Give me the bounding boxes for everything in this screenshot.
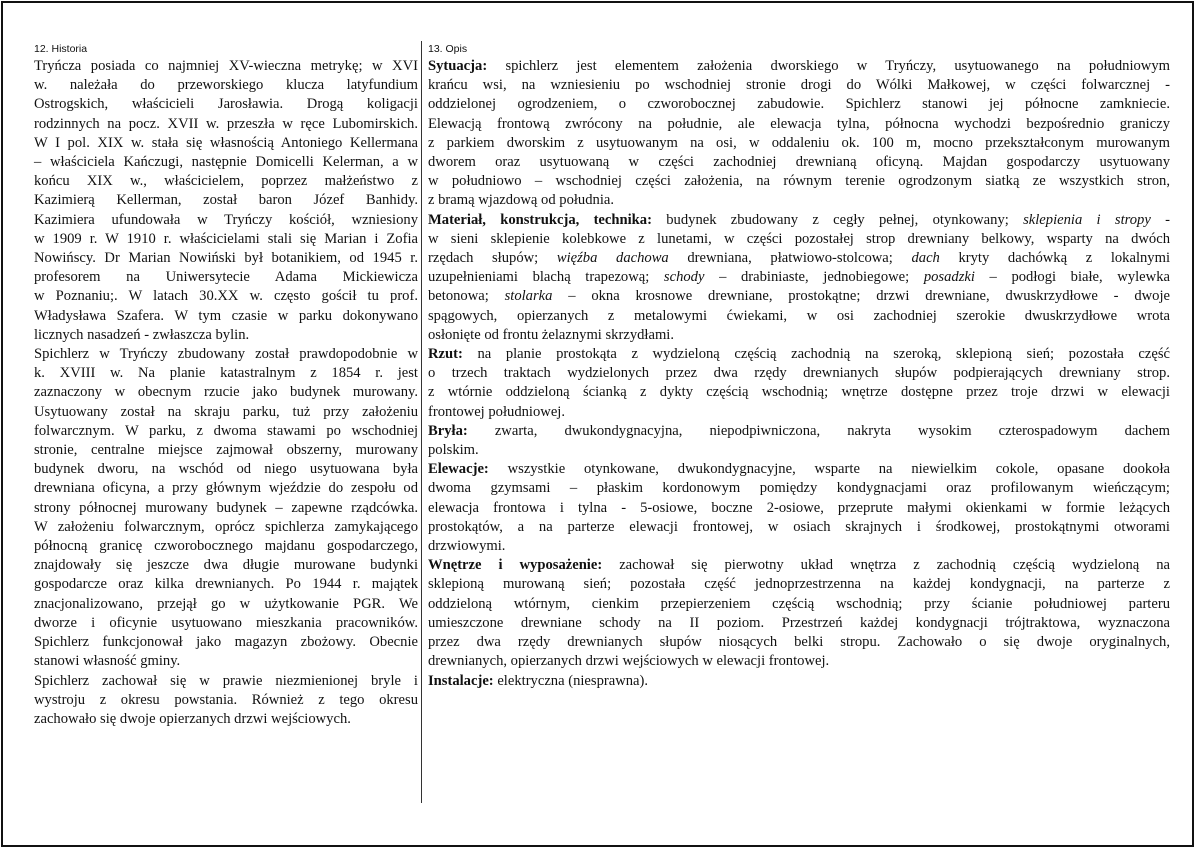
historia-line: Władysława Szafera. W tym czasie w parku dokonywano xyxy=(34,307,418,324)
historia-line: znacjonalizowano, przejął go w użytkowanie PGR. We xyxy=(34,595,418,612)
historia-label: 12. Historia xyxy=(34,43,88,55)
historia-column xyxy=(34,43,418,729)
material-italic-term: dach xyxy=(911,250,940,267)
wnetrze-line: oddzieloną wtórnym, cienkim przepierzeniem częścią wschodnią; przy ścianie południowej parteru xyxy=(428,595,1170,612)
historia-line: folwarcznym. W parku, z dwoma stawami po wschodniej xyxy=(34,422,418,439)
sytuacja-line: dworem oraz usytuowaną w części zachodniej drewnianą oficyną. Majdan gospodarczy usytuowany xyxy=(428,154,1170,171)
opis-column xyxy=(428,43,1170,691)
historia-line: w. należała do przeworskiego klucza latyfundium xyxy=(34,77,418,94)
wnetrze-heading: Wnętrze i wyposażenie: xyxy=(428,557,603,574)
material-italic-term: posadzki xyxy=(923,269,975,286)
historia-line: Kazimierą Kellerman, został baron Józef Banhidy. xyxy=(34,192,418,209)
material-italic-term: więźba dachowa xyxy=(556,250,669,267)
material-line: uzupełnieniami blachą trapezową; schody – drabiniaste, jednobiegowe; posadzki – podłogi białe, wylewka xyxy=(428,269,1170,286)
historia-line: licznych nasadzeń - zwłaszcza bylin. xyxy=(34,326,250,343)
sytuacja-heading: Sytuacja: xyxy=(428,58,488,74)
historia-line: Spichlerz funkcjonował jako magazyn zbożowy. Obecnie xyxy=(34,634,418,651)
rzut-heading: Rzut: xyxy=(428,346,463,363)
rzut-line: Rzut: na planie prostokąta z wydzieloną częścią zachodnią na szeroką, sklepioną sień; pozostała część xyxy=(428,346,1170,363)
wnetrze-line: przez dwa rzędy drewnianych słupów niosących belki stropu. Zachowało o się dwoje oryginalnych, xyxy=(428,634,1170,651)
material-line: w sieni sklepienie kolebkowe z lunetami, w części pozostałej strop drewniany belkowy, wsparty na dwóch xyxy=(428,230,1170,247)
historia-line: Nowińscy. Dr Marian Nowiński był botanikiem, od 1945 r. xyxy=(34,250,418,267)
historia-line: końcu XIX w., właścicielem, poprzez małżeństwo z xyxy=(34,173,418,190)
instalacje-text: elektryczna (niesprawna). xyxy=(497,672,649,689)
elewacje-line: dwoma gzymsami – płaskim kordonowym pomiędzy kondygnacjami oraz profilowanym wieńczącym; xyxy=(428,480,1170,497)
historia-line: zachowało się dwoje opierzanych drzwi wejściowych. xyxy=(34,710,351,727)
sytuacja-line: Elewacją frontową zwrócony na południe, ale elewacja tylna, północna wychodzi bezpośrednio graniczy xyxy=(428,115,1170,132)
bryla-line: Bryła: zwarta, dwukondygnacyjna, niepodpiwniczona, nakryta wysokim czterospadowym dachem xyxy=(428,422,1170,439)
historia-line: Kazimiera ufundowała w Tryńczy kościół, wzniesiony xyxy=(34,211,418,228)
historia-line: drewniana oficyna, a przy głównym wjeździe do zespołu od xyxy=(34,480,418,497)
historia-line: znajdowały się jeszcze dwa długie murowane budynki xyxy=(34,557,418,574)
historia-line: Spichlerz w Tryńczy zbudowany został prawdopodobnie w xyxy=(34,346,418,363)
sytuacja-line: Sytuacja: spichlerz jest elementem założenia dworskiego w Tryńczy, usytuowanego na południowym xyxy=(428,58,1170,74)
historia-line: północną granicę czworobocznego majdanu gospodarczego, xyxy=(34,538,418,555)
historia-line: stronie, centralne miejsce zajmował obszerny, murowany xyxy=(34,442,418,459)
elewacje-heading: Elewacje: xyxy=(428,461,489,478)
sytuacja-line: w południowo – wschodniej części założenia, na równym terenie ogrodzonym siatką ze wszystkich stron, xyxy=(428,173,1170,190)
historia-line: budynek dworu, na wschód od niego usytuowana była xyxy=(34,461,418,478)
elewacje-line: drzwiowymi. xyxy=(428,538,506,555)
historia-line: Usytuowany został na skraju parku, tuż przy założeniu xyxy=(34,403,418,420)
historia-line: rodzinnych na pocz. XVII w. przeszła w ręce Lubomirskich. xyxy=(34,115,418,132)
material-line: betonowa; stolarka – okna krosnowe drewniane, prostokątne; drzwi drewniane, dwuskrzydłowe - dwoje xyxy=(428,288,1170,305)
sytuacja-line: krańcu wsi, na wzniesieniu po wschodniej stronie drogi do Wólki Małkowej, w części folwarcznej - xyxy=(428,77,1170,94)
historia-line: w 1909 r. W 1910 r. właścicielami stali się Marian i Zofia xyxy=(34,230,418,247)
historia-line: w Poznaniu;. W latach 30.XX w. często gościł tu prof. xyxy=(34,288,418,305)
column-divider xyxy=(421,41,422,803)
historia-line: k. XVIII w. Na planie katastralnym z 1854 r. jest xyxy=(34,365,418,382)
historia-line: Ostrogskich, właścicieli Jarosławia. Drogą koligacji xyxy=(34,96,418,113)
wnetrze-line: umieszczone drewniane schody na II poziom. Przestrzeń każdej kondygnacji trójtraktowa, wyznaczona xyxy=(428,614,1170,631)
historia-line: gospodarcze oraz kilka drewnianych. Po 1944 r. majątek xyxy=(34,576,418,593)
material-line: osłonięte od frontu żelaznymi skrzydłami. xyxy=(428,326,674,343)
document-sheet xyxy=(1,1,1194,847)
rzut-line: o trzech traktach wydzielonych przez dwa rzędy drewnianych słupów podpierających drewniany strop. xyxy=(428,365,1170,382)
opis-label: 13. Opis xyxy=(428,43,468,55)
sytuacja-line: z parkiem dworskim z usytuowanym na osi, w oddaleniu ok. 100 m, mocno przekształconym murowanym xyxy=(428,134,1170,151)
material-line: rzędach słupów; więźba dachowa drewniana, płatwiowo-stolcowa; dach kryty dachówką z lokalnymi xyxy=(428,250,1170,267)
historia-line: strony północnej murowany budynek – zapewne rządcówka. xyxy=(34,499,418,516)
bryla-line: polskim. xyxy=(428,442,479,459)
rzut-line: z wtórnie oddzieloną ścianką z dykty częścią wschodnią; wnętrze dostępne przez troje drzwi w elewacji xyxy=(428,384,1170,401)
rzut-line: frontowej południowej. xyxy=(428,403,565,420)
elewacje-line: Elewacje: wszystkie otynkowane, dwukondygnacyjne, wsparte na niewielkim cokole, opasane dookoła xyxy=(428,461,1171,478)
bryla-heading: Bryła: xyxy=(428,422,468,439)
historia-text xyxy=(34,57,418,729)
instalacje-line xyxy=(428,672,1170,691)
instalacje-heading: Instalacje: xyxy=(428,672,494,689)
elewacje-line: elewacja frontowa i tylna - 5-osiowe, boczne 2-osiowe, przeprute małymi okienkami w formie leżących xyxy=(428,499,1170,516)
historia-line: stanowi własność gminy. xyxy=(34,653,181,670)
historia-line: dworze i oficynie usytuowano mieszkania pracowników. xyxy=(34,614,418,631)
historia-line: profesorem na Uniwersytecie Adama Mickiewicza xyxy=(34,269,418,286)
historia-line: Tryńcza posiada co najmniej XV-wieczna metrykę; w XVI xyxy=(34,58,418,74)
historia-line: – właściciela Kańczugi, następnie Domicelli Kelerman, a w xyxy=(34,154,418,171)
material-italic-term: schody xyxy=(663,269,705,286)
historia-line: W założeniu folwarcznym, oprócz spichlerza zamykającego xyxy=(34,518,418,535)
material-line: Materiał, konstrukcja, technika: budynek zbudowany z cegły pełnej, otynkowany; sklepienia i stropy - xyxy=(428,211,1170,228)
sytuacja-line: oddzielonej ogrodzeniem, o czworobocznej zabudowie. Spichlerz stanowi jej północne zamkniecie. xyxy=(428,96,1170,113)
material-italic-term: stolarka xyxy=(504,288,553,305)
material-line: spągowych, opierzanych z metalowymi ćwiekami, w osi zachodniej szerokie dwuskrzydłowe wrota xyxy=(428,307,1170,324)
wnetrze-line: Wnętrze i wyposażenie: zachował się pierwotny układ wnętrza z zachodnią częścią wydzieloną na xyxy=(428,557,1170,574)
historia-line: zaznaczony w obecnym rzucie jako budynek murowany. xyxy=(34,384,418,401)
wnetrze-line: sklepioną murowaną sień; pozostała część jednoprzestrzenna na każdej kondygnacji, na parterze z xyxy=(428,576,1170,593)
material-heading: Materiał, konstrukcja, technika: xyxy=(428,211,652,228)
historia-line: W I pol. XIX w. stała się własnością Antoniego Kellermana xyxy=(34,134,418,151)
historia-line: Spichlerz zachował się w prawie niezmienionej bryle i xyxy=(34,672,418,689)
material-italic-term: sklepienia i stropy xyxy=(1023,211,1151,228)
sytuacja-line: z bramą wjazdową od południa. xyxy=(428,192,615,209)
opis-text xyxy=(428,57,1170,691)
elewacje-line: prostokątów, a na parterze elewacji frontowej, w osiach skrajnych i środkowej, prostokątnymi otworami xyxy=(428,518,1170,535)
wnetrze-line: drewnianych, opierzanych drzwi wejściowych w elewacji frontowej. xyxy=(428,653,830,670)
historia-line: wystroju z okresu powstania. Również z tego okresu xyxy=(34,691,418,708)
